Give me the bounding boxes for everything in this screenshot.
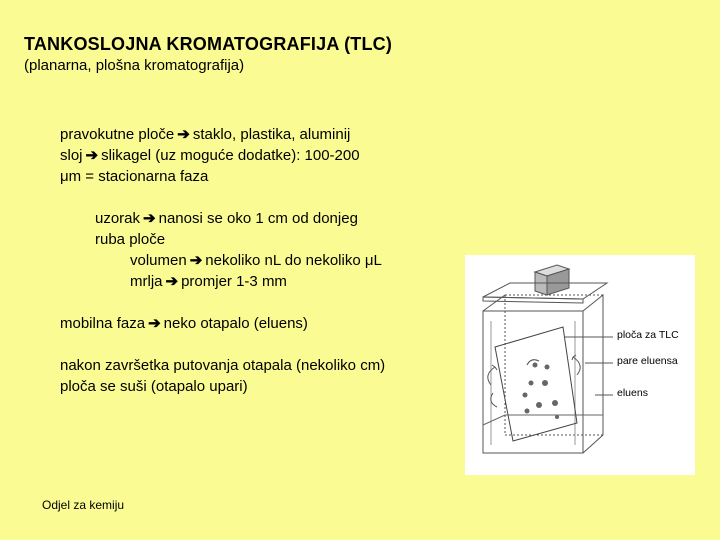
label-eluent-vapour: pare eluensa	[617, 355, 678, 367]
text-line-after-run: nakon završetka putovanja otapala (nekoliko cm)	[60, 357, 386, 374]
text-line-volume	[130, 250, 382, 271]
arrow-right-icon: ➔	[177, 126, 190, 143]
vapour-swirl	[491, 393, 497, 407]
vapour-arrow-right	[572, 355, 580, 375]
spot	[529, 381, 534, 386]
spot	[542, 380, 548, 386]
footer-department: Odjel za kemiju	[42, 498, 125, 512]
text-line-spot	[130, 271, 287, 292]
spot	[555, 415, 559, 419]
page-subtitle: (planarna, plošna kromatografija)	[24, 57, 245, 74]
term: mobilna faza	[60, 315, 146, 332]
arrow-right-icon: ➔	[165, 273, 179, 290]
term: pravokutne ploče	[60, 126, 175, 143]
eluent-surface	[483, 415, 603, 425]
term: sloj	[60, 147, 83, 164]
text-line-drying: ploča se suši (otapalo upari)	[60, 378, 248, 395]
text-line-plates	[60, 124, 350, 145]
term: mrlja	[130, 273, 163, 290]
definition: promjer 1-3 mm	[181, 273, 287, 290]
term: volumen	[130, 252, 187, 269]
text-line-plate-edge: ruba ploče	[95, 231, 166, 248]
arrow-right-icon: ➔	[143, 210, 156, 227]
page-title: TANKOSLOJNA KROMATOGRAFIJA (TLC)	[24, 34, 393, 54]
spot	[552, 400, 558, 406]
arrow-right-icon: ➔	[148, 315, 161, 332]
label-tlc-plate: ploča za TLC	[617, 329, 679, 341]
chamber-side-wall	[583, 295, 603, 453]
definition: nekoliko nL do nekoliko μL	[205, 252, 382, 269]
term: uzorak	[95, 210, 141, 227]
tlc-chamber-diagram	[465, 255, 695, 475]
spot	[536, 402, 542, 408]
sample-spots	[523, 363, 560, 420]
text-line-mobile-phase	[60, 313, 308, 334]
label-eluent: eluens	[617, 387, 648, 399]
text-line-stationary-phase: μm = stacionarna faza	[60, 168, 209, 185]
spot	[533, 363, 538, 368]
tlc-plate	[495, 327, 577, 441]
arrow-right-icon: ➔	[85, 147, 99, 164]
text-line-sample	[95, 208, 358, 229]
text-line-layer	[60, 145, 360, 166]
vapour-arrow-left	[488, 365, 497, 385]
definition: slikagel (uz moguće dodatke): 100-200	[101, 147, 360, 164]
spot	[525, 409, 530, 414]
spot	[545, 365, 550, 370]
definition: nanosi se oko 1 cm od donjeg	[158, 210, 358, 227]
spot	[523, 393, 528, 398]
arrow-right-icon: ➔	[189, 252, 203, 269]
definition: neko otapalo (eluens)	[163, 315, 308, 332]
definition: staklo, plastika, aluminij	[192, 126, 351, 143]
